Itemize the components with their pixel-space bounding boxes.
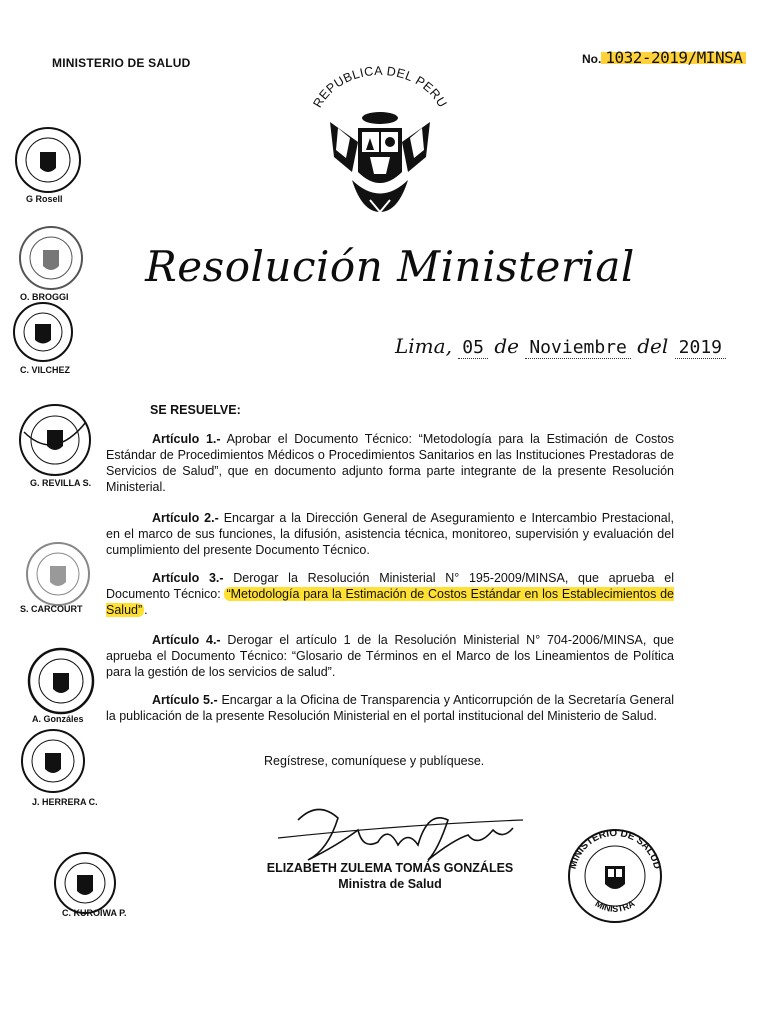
date-de: de — [494, 334, 519, 358]
svg-text:MINISTERIO DE SALUD — [568, 828, 663, 870]
seal-label-broggi: O. BROGGI — [20, 292, 69, 302]
initial-seal-icon — [16, 224, 86, 292]
article-3-highlighted-title: “Metodología para la Estimación de Costos Estándar en los Establecimientos de Salud” — [106, 587, 675, 617]
dateline — [395, 334, 726, 358]
ministra-seal-top-text: MINISTERIO DE SALUD — [567, 827, 663, 871]
article-1 — [106, 431, 674, 495]
article-3-text-before: Derogar la Resolución Ministerial N° 195-2009/MINSA, que aprueba el Documento Técnico: — [106, 571, 674, 601]
signatory-role: Ministra de Salud — [338, 877, 442, 891]
initial-seal-icon — [22, 540, 94, 608]
closing-formula: Regístrese, comuníquese y publíquese. — [264, 754, 485, 768]
svg-text:REPUBLICA DEL PERU — [310, 64, 449, 110]
seal-label-vilchez: C. VILCHEZ — [20, 365, 71, 375]
seal-label-revilla: G. REVILLA S. — [30, 478, 92, 488]
article-5 — [106, 692, 674, 724]
se-resuelve-heading: SE RESUELVE: — [150, 403, 241, 417]
date-day: 05 — [458, 337, 488, 359]
initial-seal-icon — [12, 126, 84, 196]
handwritten-signature-icon — [278, 790, 528, 870]
article-2-label: Artículo 2.- — [152, 511, 219, 525]
initial-seal-icon — [10, 300, 76, 364]
seal-label-gonzales: A. Gonzáles — [32, 714, 84, 724]
article-1-text: Aprobar el Documento Técnico: “Metodología para la Estimación de Costos Estándar de Procedimientos Médicos o Procedimientos Sanitarios en las Instituciones Prestadoras de Servicios de Salud”, que en documento adjunto forma parte integrante de la presente Resolución Ministerial. — [106, 432, 674, 494]
crest-text: REPUBLICA DEL PERU — [310, 63, 450, 111]
date-city: Lima, — [395, 334, 452, 358]
initial-seal-icon — [50, 850, 120, 916]
date-year: 2019 — [675, 337, 726, 359]
number-prefix: No. — [582, 52, 602, 66]
article-3-text-after: . — [144, 603, 148, 617]
article-1-label: Artículo 1.- — [152, 432, 221, 446]
article-4 — [106, 632, 674, 680]
initial-seal-icon — [24, 646, 98, 716]
article-4-text: Derogar el artículo 1 de la Resolución Ministerial N° 704-2006/MINSA, que aprueba el Documento Técnico: “Glosario de Términos en el Marco de los Lineamientos de Política para la gestión de los servicios de salud”. — [106, 633, 674, 679]
seal-label-kuroiwa: C. KUROIWA P. — [62, 908, 127, 918]
seal-label-herrera: J. HERRERA C. — [32, 797, 98, 807]
article-3-label: Artículo 3.- — [152, 571, 224, 585]
article-2-text: Encargar a la Dirección General de Aseguramiento e Intercambio Prestacional, en el marco de sus funciones, la difusión, asistencia técnica, monitoreo, supervisión y evaluación del cumplimiento del presente Documento Técnico. — [106, 511, 674, 557]
resolution-number — [582, 48, 746, 67]
seal-label-rosell: G Rosell — [26, 194, 63, 204]
ministry-header: MINISTERIO DE SALUD — [52, 56, 191, 70]
article-4-label: Artículo 4.- — [152, 633, 221, 647]
document-title: Resolución Ministerial — [145, 242, 635, 291]
ministra-seal-bottom-text: MINISTRA — [593, 898, 637, 914]
article-2 — [106, 510, 674, 558]
initial-seal-icon — [14, 402, 96, 480]
date-del: del — [637, 334, 669, 358]
article-5-text: Encargar a la Oficina de Transparencia y Anticorrupción de la Secretaría General la publicación de la presente Resolución Ministerial en el portal institucional del Ministerio de Salud. — [106, 693, 674, 723]
signatory-name: ELIZABETH ZULEMA TOMÁS GONZÁLES — [266, 861, 514, 875]
date-month: Noviembre — [525, 337, 631, 359]
initial-seal-icon — [18, 726, 88, 796]
seal-label-carcourt: S. CARCOURT — [20, 604, 83, 614]
ministra-official-seal-icon — [560, 826, 670, 926]
article-5-label: Artículo 5.- — [152, 693, 218, 707]
article-3 — [106, 570, 674, 618]
svg-text:MINISTRA — [594, 898, 637, 914]
peru-coat-of-arms-icon — [300, 62, 460, 227]
number-handwritten: 1032-2019/MINSA — [601, 48, 746, 67]
